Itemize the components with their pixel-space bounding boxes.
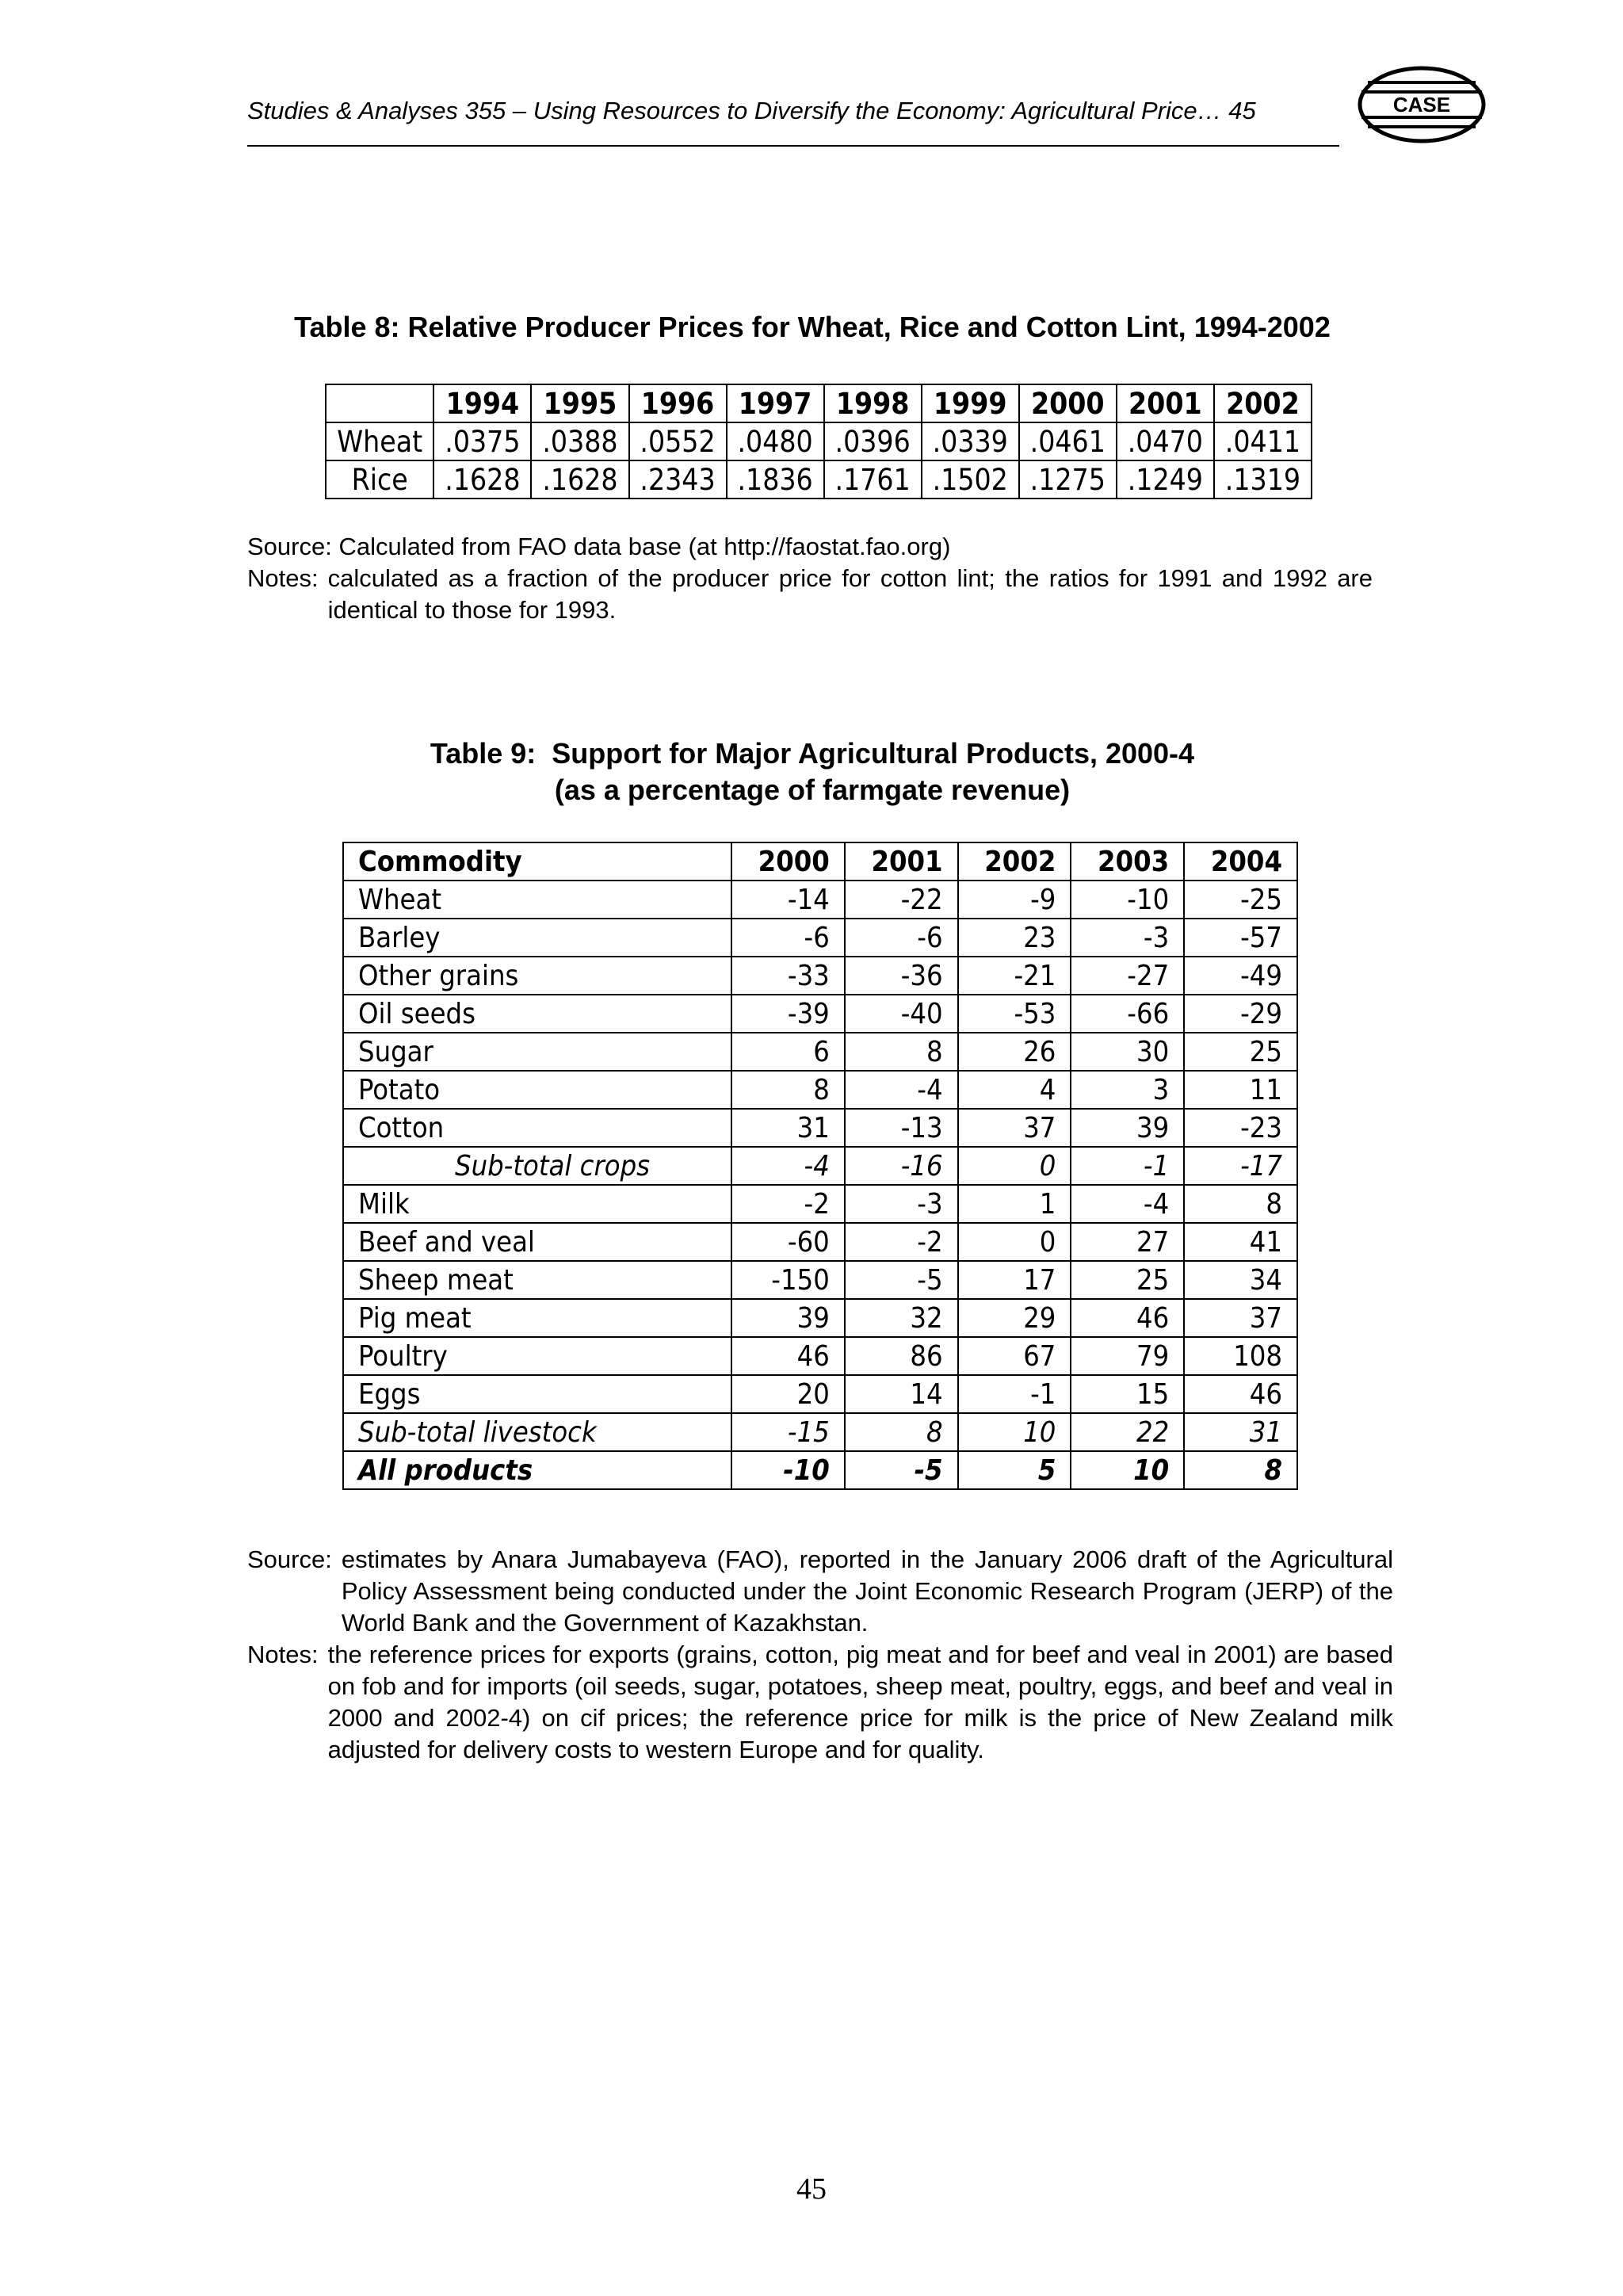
table9-cell: 32 xyxy=(845,1299,958,1337)
table9-cell: 25 xyxy=(1071,1261,1184,1299)
table9-row-label: Other grains xyxy=(343,957,731,995)
table9-cell: -23 xyxy=(1184,1109,1297,1147)
table9-cell: 8 xyxy=(1184,1451,1297,1489)
table9-cell: -33 xyxy=(731,957,845,995)
table9-col-header: 2001 xyxy=(845,842,958,881)
table-row-total xyxy=(343,1451,1297,1489)
table9-cell: -150 xyxy=(731,1261,845,1299)
table-row xyxy=(343,995,1297,1033)
table9-source-label: Source: xyxy=(247,1545,332,1573)
table9-cell: -3 xyxy=(845,1185,958,1223)
table8-cell: .0375 xyxy=(433,422,531,460)
table9-cell: 8 xyxy=(845,1033,958,1071)
running-header: Studies & Analyses 355 – Using Resources to Diversify the Economy: Agricultural Price… 45 xyxy=(247,97,1256,124)
table9-cell: 4 xyxy=(958,1071,1071,1109)
table9-cell: -16 xyxy=(845,1147,958,1185)
table-row xyxy=(343,1299,1297,1337)
table9 xyxy=(342,842,1298,1490)
table9-row-label: Pig meat xyxy=(343,1299,731,1337)
table8-row-label: Rice xyxy=(326,460,433,499)
table9-row-label: Milk xyxy=(343,1185,731,1223)
table9-cell: -5 xyxy=(845,1451,958,1489)
table9-cell: -17 xyxy=(1184,1147,1297,1185)
table9-source xyxy=(247,1544,1393,1639)
table9-row-label: Sub-total crops xyxy=(343,1147,731,1185)
table8-cell: .0470 xyxy=(1117,422,1214,460)
table9-cell: 79 xyxy=(1071,1337,1184,1375)
table8-cell: .0411 xyxy=(1214,422,1312,460)
table9-cell: -40 xyxy=(845,995,958,1033)
table-row xyxy=(326,422,1312,460)
table9-cell: -3 xyxy=(1071,919,1184,957)
table8-cell: .1275 xyxy=(1019,460,1117,499)
page-number: 45 xyxy=(796,2172,827,2206)
table-row-subtotal xyxy=(343,1147,1297,1185)
table9-cell: 8 xyxy=(731,1071,845,1109)
table9-row-label: Barley xyxy=(343,919,731,957)
table8-cell: .0339 xyxy=(922,422,1019,460)
table9-col-header: 2002 xyxy=(958,842,1071,881)
table-row xyxy=(343,1033,1297,1071)
table-row xyxy=(343,957,1297,995)
table8-notes-label: Notes: xyxy=(247,564,319,592)
table9-cell: 31 xyxy=(731,1109,845,1147)
table9-cell: -29 xyxy=(1184,995,1297,1033)
table9-notes-label: Notes: xyxy=(247,1641,319,1668)
table9-cell: -49 xyxy=(1184,957,1297,995)
table9-cell: 86 xyxy=(845,1337,958,1375)
table9-cell: -39 xyxy=(731,995,845,1033)
table9-cell: -21 xyxy=(958,957,1071,995)
table9-row-label: Eggs xyxy=(343,1375,731,1413)
table9-cell: 8 xyxy=(845,1413,958,1451)
table9-cell: 15 xyxy=(1071,1375,1184,1413)
table8-header-row xyxy=(326,384,1312,422)
table9-cell: -57 xyxy=(1184,919,1297,957)
table9-cell: 8 xyxy=(1184,1185,1297,1223)
table9-cell: -66 xyxy=(1071,995,1184,1033)
table8-cell: .1836 xyxy=(727,460,824,499)
table9-cell: -9 xyxy=(958,881,1071,919)
table9-cell: 10 xyxy=(958,1413,1071,1451)
table9-cell: 22 xyxy=(1071,1413,1184,1451)
table9-cell: -15 xyxy=(731,1413,845,1451)
table8-cell: .1319 xyxy=(1214,460,1312,499)
table9-cell: 0 xyxy=(958,1147,1071,1185)
case-logo xyxy=(1357,65,1487,144)
table9-cell: 20 xyxy=(731,1375,845,1413)
table9-cell: 26 xyxy=(958,1033,1071,1071)
table9-cell: 17 xyxy=(958,1261,1071,1299)
table9-col-header: 2003 xyxy=(1071,842,1184,881)
table9-cell: -60 xyxy=(731,1223,845,1261)
table8 xyxy=(325,384,1312,499)
table9-cell: 1 xyxy=(958,1185,1071,1223)
table9-cell: 27 xyxy=(1071,1223,1184,1261)
table9-cell: -10 xyxy=(731,1451,845,1489)
table8-source: Source: Calculated from FAO data base (at http://faostat.fao.org) xyxy=(247,533,951,560)
table-row xyxy=(343,1109,1297,1147)
table-row xyxy=(326,460,1312,499)
table9-row-label: Poultry xyxy=(343,1337,731,1375)
table9-cell: -14 xyxy=(731,881,845,919)
table9-cell: 5 xyxy=(958,1451,1071,1489)
table8-cell: .1628 xyxy=(531,460,628,499)
table9-row-label: Beef and veal xyxy=(343,1223,731,1261)
table9-row-label: All products xyxy=(343,1451,731,1489)
table9-cell: -4 xyxy=(845,1071,958,1109)
table9-cell: -4 xyxy=(1071,1185,1184,1223)
table-row-subtotal xyxy=(343,1413,1297,1451)
table9-cell: 14 xyxy=(845,1375,958,1413)
table9-cell: -2 xyxy=(731,1185,845,1223)
table9-cell: 0 xyxy=(958,1223,1071,1261)
table-row xyxy=(343,1261,1297,1299)
table9-cell: -2 xyxy=(845,1223,958,1261)
table8-cell: .2343 xyxy=(629,460,727,499)
table9-cell: 29 xyxy=(958,1299,1071,1337)
svg-text:CASE: CASE xyxy=(1392,93,1451,117)
table9-cell: 31 xyxy=(1184,1413,1297,1451)
table9-cell: -25 xyxy=(1184,881,1297,919)
table9-cell: -1 xyxy=(958,1375,1071,1413)
table-row xyxy=(343,1375,1297,1413)
table-row xyxy=(343,1337,1297,1375)
table8-cell: .1761 xyxy=(824,460,922,499)
table9-cell: -4 xyxy=(731,1147,845,1185)
header-rule xyxy=(247,145,1339,147)
table8-cell: .0396 xyxy=(824,422,922,460)
table8-cell: .1249 xyxy=(1117,460,1214,499)
table8-notes-text: calculated as a fraction of the producer price for cotton lint; the ratios for 1991 and 1992 are identical to those for 1993. xyxy=(327,564,1373,624)
table9-cell: 39 xyxy=(1071,1109,1184,1147)
table9-cell: -10 xyxy=(1071,881,1184,919)
table9-cell: -6 xyxy=(731,919,845,957)
table-row xyxy=(343,881,1297,919)
table9-cell: -53 xyxy=(958,995,1071,1033)
table9-cell: 34 xyxy=(1184,1261,1297,1299)
table9-cell: 41 xyxy=(1184,1223,1297,1261)
table9-cell: -22 xyxy=(845,881,958,919)
table9-header-row xyxy=(343,842,1297,881)
table9-notes-text: the reference prices for exports (grains, cotton, pig meat and for beef and veal in 2001) are based on fob and for imports (oil seeds, sugar, potatoes, sheep meat, poultry, eggs, and beef and veal in 2000 and 2002-4) on cif prices; the reference price for milk is the price of New Zealand milk adjusted for delivery costs to western Europe and for quality. xyxy=(327,1641,1393,1763)
table8-col-header: 1997 xyxy=(727,384,824,422)
table8-col-header: 1994 xyxy=(433,384,531,422)
table9-cell: -5 xyxy=(845,1261,958,1299)
table9-col-header: 2004 xyxy=(1184,842,1297,881)
table9-col-header: 2000 xyxy=(731,842,845,881)
table9-source-text: estimates by Anara Jumabayeva (FAO), reported in the January 2006 draft of the Agricultural Policy Assessment being conducted under the Joint Economic Research Program (JERP) of the World Bank and the Government of Kazakhstan. xyxy=(341,1545,1393,1637)
table8-cell: .0480 xyxy=(727,422,824,460)
table8-row-label: Wheat xyxy=(326,422,433,460)
table-row xyxy=(343,1071,1297,1109)
table8-cell: .1502 xyxy=(922,460,1019,499)
table9-row-label: Sugar xyxy=(343,1033,731,1071)
table9-cell: 37 xyxy=(1184,1299,1297,1337)
table8-cell: .0388 xyxy=(531,422,628,460)
table9-title-line1: Table 9: Support for Major Agricultural Products, 2000-4 xyxy=(430,737,1195,770)
table9-cell: -13 xyxy=(845,1109,958,1147)
table8-notes xyxy=(247,563,1373,626)
table9-cell: 67 xyxy=(958,1337,1071,1375)
table9-cell: -6 xyxy=(845,919,958,957)
table9-row-label: Potato xyxy=(343,1071,731,1109)
table8-col-header: 1999 xyxy=(922,384,1019,422)
table-row xyxy=(343,919,1297,957)
table9-cell: 6 xyxy=(731,1033,845,1071)
table9-cell: -1 xyxy=(1071,1147,1184,1185)
table9-row-label: Sheep meat xyxy=(343,1261,731,1299)
table9-cell: -36 xyxy=(845,957,958,995)
table-row xyxy=(343,1223,1297,1261)
table9-cell: 23 xyxy=(958,919,1071,957)
table9-cell: 30 xyxy=(1071,1033,1184,1071)
table9-title-line2: (as a percentage of farmgate revenue) xyxy=(554,774,1071,806)
table9-row-label: Oil seeds xyxy=(343,995,731,1033)
table8-corner-cell xyxy=(326,384,433,422)
table9-cell: 108 xyxy=(1184,1337,1297,1375)
table9-cell: 25 xyxy=(1184,1033,1297,1071)
table8-cell: .0461 xyxy=(1019,422,1117,460)
table9-row-label: Sub-total livestock xyxy=(343,1413,731,1451)
table9-notes xyxy=(247,1639,1393,1766)
table8-title: Table 8: Relative Producer Prices for Wheat, Rice and Cotton Lint, 1994-2002 xyxy=(294,311,1331,343)
table8-col-header: 2002 xyxy=(1214,384,1312,422)
table9-cell: 46 xyxy=(731,1337,845,1375)
table8-col-header: 1998 xyxy=(824,384,922,422)
table9-title xyxy=(333,735,1292,808)
table9-cell: 37 xyxy=(958,1109,1071,1147)
table9-cell: 10 xyxy=(1071,1451,1184,1489)
table9-cell: 39 xyxy=(731,1299,845,1337)
table8-col-header: 1996 xyxy=(629,384,727,422)
table9-row-label: Cotton xyxy=(343,1109,731,1147)
table8-cell: .1628 xyxy=(433,460,531,499)
table8-cell: .0552 xyxy=(629,422,727,460)
table8-col-header: 1995 xyxy=(531,384,628,422)
table8-col-header: 2001 xyxy=(1117,384,1214,422)
table9-cell: 11 xyxy=(1184,1071,1297,1109)
table9-row-label: Wheat xyxy=(343,881,731,919)
table8-col-header: 2000 xyxy=(1019,384,1117,422)
table9-cell: 3 xyxy=(1071,1071,1184,1109)
table-row xyxy=(343,1185,1297,1223)
table9-cell: 46 xyxy=(1071,1299,1184,1337)
table9-col-header: Commodity xyxy=(343,842,731,881)
table9-cell: -27 xyxy=(1071,957,1184,995)
table9-cell: 46 xyxy=(1184,1375,1297,1413)
